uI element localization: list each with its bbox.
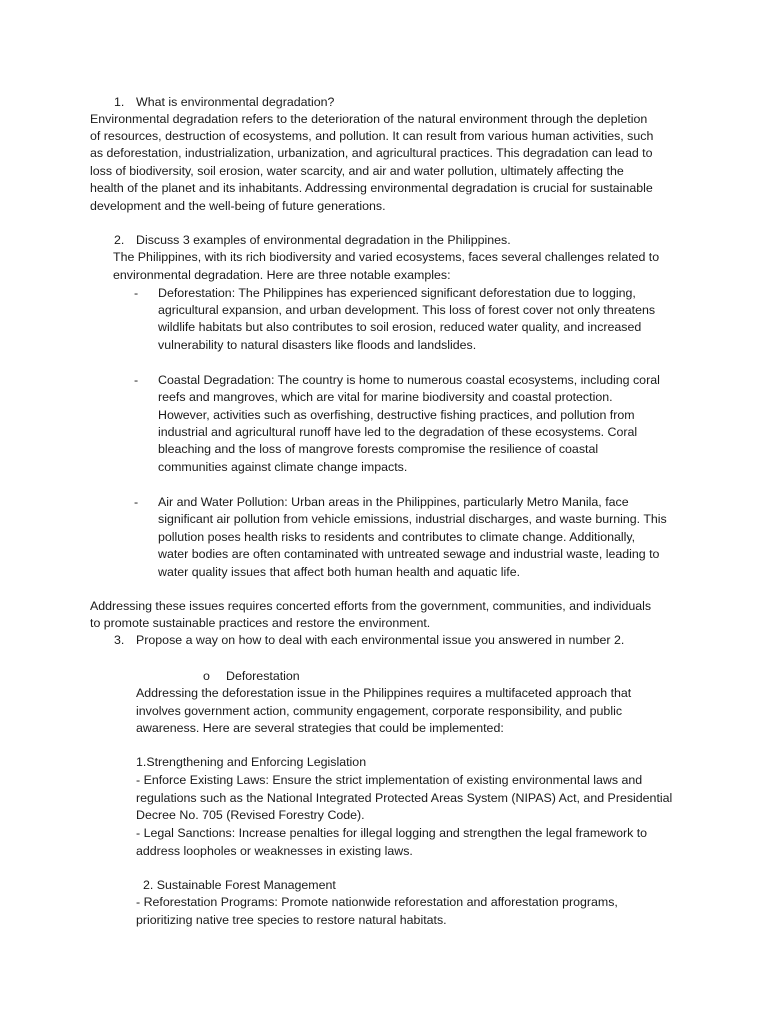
- bullet-line: Air and Water Pollution: Urban areas in the Philippines, particularly Metro Manila, face: [158, 495, 629, 509]
- bullet-line: reefs and mangroves, which are vital for marine biodiversity and coastal protection.: [158, 390, 613, 404]
- q1-number: 1.: [114, 95, 125, 109]
- q3-subheading: Deforestation: [226, 669, 300, 683]
- bullet-line: agricultural expansion, and urban development. This loss of forest cover not only threatens: [158, 303, 656, 317]
- sub-bullet-marker: o: [203, 669, 210, 683]
- section2-line: prioritizing native tree species to restore natural habitats.: [136, 913, 447, 927]
- section1-line: - Enforce Existing Laws: Ensure the strict implementation of existing environmental laws and: [136, 773, 643, 787]
- section1-line: Decree No. 705 (Revised Forestry Code).: [136, 808, 365, 822]
- q2-intro-line: environmental degradation. Here are three notable examples:: [113, 268, 451, 282]
- bullet-line: However, activities such as overfishing, destructive fishing practices, and pollution from: [158, 408, 635, 422]
- q3-intro-line: involves government action, community engagement, corporate responsibility, and public: [136, 704, 623, 718]
- bullet-line: bleaching and the loss of mangrove forests compromise the resilience of coastal: [158, 442, 599, 456]
- bullet-line: communities against climate change impacts.: [158, 460, 408, 474]
- q2-conclusion-line: to promote sustainable practices and restore the environment.: [90, 616, 431, 630]
- bullet-line: Deforestation: The Philippines has experienced significant deforestation due to logging,: [158, 286, 636, 300]
- bullet-marker: -: [134, 495, 139, 509]
- q1-line: as deforestation, industrialization, urbanization, and agricultural practices. This degradation can lead to: [90, 146, 653, 160]
- q2-number: 2.: [114, 233, 125, 247]
- bullet-line: water quality issues that affect both human health and aquatic life.: [158, 565, 521, 579]
- section1-line: regulations such as the National Integrated Protected Areas System (NIPAS) Act, and Presidential: [136, 791, 673, 805]
- bullet-marker: -: [134, 373, 139, 387]
- bullet-line: wildlife habitats but also contributes to soil erosion, reduced water quality, and increased: [158, 320, 642, 334]
- q2-intro-line: The Philippines, with its rich biodiversity and varied ecosystems, faces several challenges related to: [113, 250, 660, 264]
- q1-line: development and the well-being of future generations.: [90, 199, 386, 213]
- q1-line: health of the planet and its inhabitants. Addressing environmental degradation is crucial for sustainable: [90, 181, 653, 195]
- bullet-line: industrial and agricultural runoff have led to the degradation of these ecosystems. Coral: [158, 425, 638, 439]
- section1-line: - Legal Sanctions: Increase penalties for illegal logging and strengthen the legal framework to: [136, 826, 648, 840]
- section1-line: address loopholes or weaknesses in existing laws.: [136, 844, 413, 858]
- bullet-line: vulnerability to natural disasters like floods and landslides.: [158, 338, 477, 352]
- bullet-line: pollution poses health risks to residents and contributes to climate change. Additionally,: [158, 530, 636, 544]
- section2-line: - Reforestation Programs: Promote nationwide reforestation and afforestation programs,: [136, 895, 618, 909]
- section1-heading: 1.Strengthening and Enforcing Legislation: [136, 755, 367, 769]
- bullet-line: Coastal Degradation: The country is home to numerous coastal ecosystems, including coral: [158, 373, 660, 387]
- bullet-marker: -: [134, 286, 139, 300]
- section2-heading: 2. Sustainable Forest Management: [143, 878, 336, 892]
- q2-title: Discuss 3 examples of environmental degradation in the Philippines.: [136, 233, 511, 247]
- q3-intro-line: Addressing the deforestation issue in the Philippines requires a multifaceted approach that: [136, 686, 632, 700]
- q1-line: Environmental degradation refers to the deterioration of the natural environment through the depletion: [90, 112, 648, 126]
- q3-number: 3.: [114, 633, 125, 647]
- q1-line: loss of biodiversity, soil erosion, water scarcity, and air and water pollution, ultimately affecting the: [90, 164, 624, 178]
- q1-line: of resources, destruction of ecosystems, and pollution. It can result from various human activities, such: [90, 129, 654, 143]
- bullet-line: significant air pollution from vehicle emissions, industrial discharges, and waste burning. This: [158, 512, 667, 526]
- q1-title: What is environmental degradation?: [136, 95, 335, 109]
- bullet-line: water bodies are often contaminated with untreated sewage and industrial waste, leading to: [158, 547, 660, 561]
- q3-intro-line: awareness. Here are several strategies that could be implemented:: [136, 721, 504, 735]
- q2-conclusion-line: Addressing these issues requires concerted efforts from the government, communities, and individuals: [90, 599, 652, 613]
- q3-title: Propose a way on how to deal with each environmental issue you answered in number 2.: [136, 633, 625, 647]
